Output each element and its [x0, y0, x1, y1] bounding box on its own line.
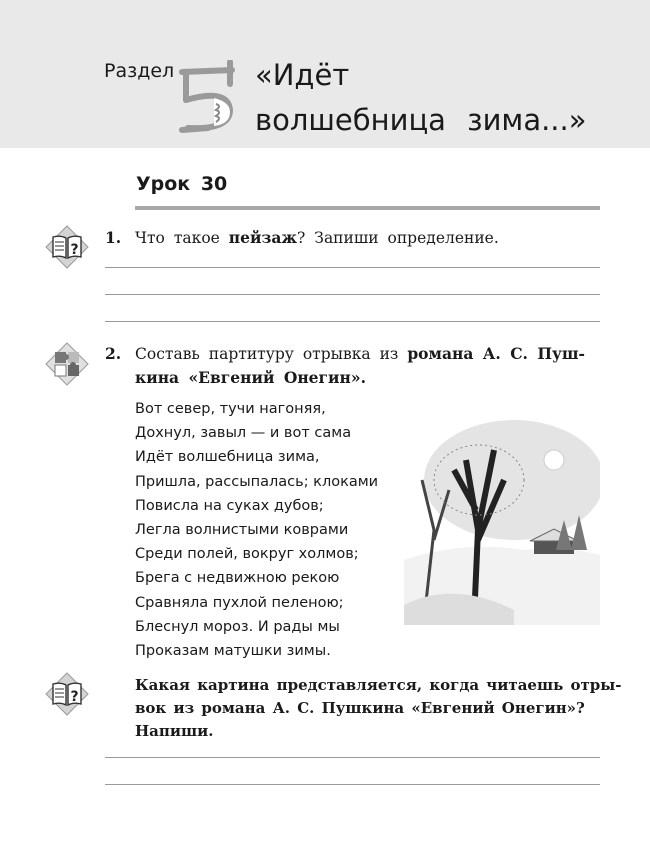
writing-line[interactable]	[105, 784, 600, 785]
task-text: Составь партитуру отрывка из	[135, 345, 408, 363]
task-number: 2.	[105, 344, 122, 363]
puzzle-icon	[45, 342, 89, 386]
task-number: 1.	[105, 228, 122, 247]
task-text-line: вок из романа А. С. Пушкина «Евгений Онегин»?	[135, 699, 585, 717]
writing-line[interactable]	[105, 267, 600, 268]
poem-line: Сравняла пухлой пеленою;	[135, 594, 344, 611]
poem	[135, 397, 378, 663]
poem-line: Среди полей, вокруг холмов;	[135, 546, 359, 563]
task-text: Что такое	[135, 229, 229, 247]
book-question-icon	[45, 672, 89, 716]
winter-landscape-illustration	[404, 420, 600, 625]
lesson-divider	[135, 206, 600, 210]
book-question-icon	[45, 225, 89, 269]
task-text-line: Какая картина представляется, когда читаешь отры-	[135, 676, 622, 694]
task-text-line: Напиши.	[135, 722, 214, 740]
svg-text:?: ?	[70, 689, 79, 705]
task-keyword: романа А. С. Пуш-	[407, 344, 585, 363]
writing-line[interactable]	[105, 294, 600, 295]
writing-line[interactable]	[105, 757, 600, 758]
poem-line: Дохнул, завыл — и вот сама	[135, 425, 352, 442]
svg-text:?: ?	[70, 242, 79, 258]
task-keyword: кина «Евгений Онегин»	[135, 368, 361, 387]
task-2-text	[105, 342, 585, 390]
poem-line: Легла волнистыми коврами	[135, 522, 349, 539]
poem-line: Идёт волшебница зима,	[135, 449, 320, 466]
task-3-text	[135, 674, 622, 743]
task-text: ? Запиши определение.	[297, 229, 499, 247]
poem-line: Блеснул мороз. И рады мы	[135, 618, 340, 635]
poem-line: Повисла на суках дубов;	[135, 497, 324, 514]
section-label: Раздел	[104, 60, 175, 82]
poem-line: Пришла, рассыпалась; клоками	[135, 473, 379, 490]
section-title-line2: волшебница зима...»	[255, 103, 587, 137]
poem-line: Брега с недвижною рекою	[135, 570, 340, 587]
lesson-title: Урок 30	[136, 173, 228, 195]
task-1-text	[105, 226, 499, 250]
section-title-line1: «Идёт	[255, 58, 350, 92]
poem-line: Проказам матушки зимы.	[135, 643, 331, 660]
writing-line[interactable]	[105, 321, 600, 322]
section-number-graphic	[178, 60, 248, 135]
poem-line: Вот север, тучи нагоняя,	[135, 401, 326, 417]
task-text: .	[360, 368, 366, 387]
task-keyword: пейзаж	[228, 228, 298, 247]
